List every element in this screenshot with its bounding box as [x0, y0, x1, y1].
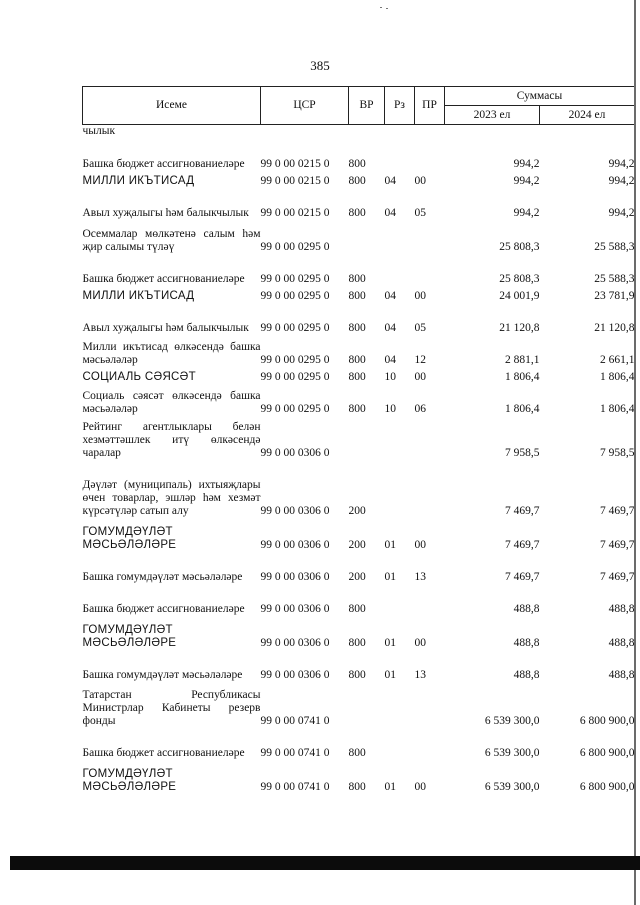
table-row — [83, 188, 635, 220]
cell-sum-2023: 25 808,3 — [499, 240, 540, 253]
cell-name: Башка бюджет ассигнованиеләре — [82, 602, 245, 615]
cell-sum-2023: 6 539 300,0 — [484, 780, 540, 793]
cell-csr: 99 0 00 0306 0 — [260, 668, 330, 681]
cell-csr: 99 0 00 0295 0 — [260, 272, 330, 285]
cell-rz: 04 — [384, 353, 396, 366]
cell-pr: 00 — [414, 636, 426, 649]
table-row — [83, 125, 635, 139]
cell-name: СОЦИАЛЬ СӘЯСӘТ — [82, 370, 196, 383]
cell-sum-2023: 21 120,8 — [499, 321, 540, 334]
cell-vr: 800 — [348, 321, 366, 334]
cell-pr: 05 — [414, 206, 426, 219]
cell-sum-2023: 488,8 — [513, 602, 540, 615]
header-year-2023: 2023 ел — [445, 106, 540, 125]
budget-table — [82, 86, 635, 794]
cell-sum-2024: 2 661,1 — [600, 353, 635, 366]
cell-vr — [349, 682, 385, 728]
table-row — [83, 616, 635, 650]
cell-pr — [415, 220, 445, 254]
cell-sum-2024: 488,8 — [608, 668, 635, 681]
header-sums: Суммасы — [445, 87, 635, 106]
cell-sum-2024: 6 800 900,0 — [579, 780, 635, 793]
cell-csr: 99 0 00 0215 0 — [260, 157, 330, 170]
cell-rz: 01 — [384, 570, 396, 583]
cell-vr: 800 — [348, 206, 366, 219]
cell-name: МИЛЛИ ИКЪТИСАД — [82, 289, 195, 302]
cell-pr: 13 — [414, 570, 426, 583]
cell-sum-2023: 7 469,7 — [505, 538, 540, 551]
cell-name: Социаль сәясәт өлкәсендә башка мәсьәләләр — [82, 389, 261, 415]
cell-name: Дәүләт (муниципаль) ихтыяҗлары өчен товарлар, эшләр һәм хезмәт күрсәтүләр сатып алу — [82, 478, 261, 517]
cell-sum-2023: 1 806,4 — [505, 370, 540, 383]
cell-vr: 800 — [348, 780, 366, 793]
cell-csr: 99 0 00 0306 0 — [260, 602, 330, 615]
cell-sum-2024: 488,8 — [608, 636, 635, 649]
cell-sum-2024: 25 588,3 — [594, 272, 635, 285]
cell-vr: 800 — [348, 636, 366, 649]
cell-name: Авыл хуҗалыгы һәм балыкчылык — [82, 206, 249, 219]
cell-vr: 200 — [348, 570, 366, 583]
table-row — [83, 384, 635, 416]
cell-sum-2023: 25 808,3 — [499, 272, 540, 285]
cell-sum-2023: 994,2 — [513, 157, 540, 170]
cell-name: Башка гомумдәүләт мәсьәләләре — [82, 570, 243, 583]
cell-sum-2024: 6 800 900,0 — [579, 714, 635, 727]
cell-pr: 00 — [414, 780, 426, 793]
cell-name: МИЛЛИ ИКЪТИСАД — [82, 174, 195, 187]
cell-sum-2023: 1 806,4 — [505, 402, 540, 415]
cell-csr: 99 0 00 0306 0 — [260, 446, 330, 459]
cell-sum-2023: 6 539 300,0 — [484, 746, 540, 759]
header-year-2024: 2024 ел — [540, 106, 635, 125]
cell-rz: 04 — [384, 321, 396, 334]
table-row — [83, 552, 635, 584]
cell-pr: 00 — [414, 174, 426, 187]
cell-vr: 800 — [348, 353, 366, 366]
cell-name: ГОМУМДӘҮЛӘТ МӘСЬӘЛӘЛӘРЕ — [82, 525, 177, 551]
cell-csr: 99 0 00 0295 0 — [260, 370, 330, 383]
cell-rz — [385, 220, 415, 254]
table-row — [83, 650, 635, 682]
table-row — [83, 220, 635, 254]
cell-csr: 99 0 00 0215 0 — [260, 206, 330, 219]
cell-rz: 04 — [384, 174, 396, 187]
scan-bottom-bar — [10, 856, 640, 870]
cell-sum-2023: 7 469,7 — [505, 570, 540, 583]
table-body — [83, 125, 635, 794]
header-name: Исеме — [83, 87, 261, 125]
cell-name: чылык — [82, 125, 116, 137]
cell-name: Башка бюджет ассигнованиеләре — [82, 157, 245, 170]
cell-name: Рейтинг агентлыклары белән хезмәттәшлек итү өлкәсендә чаралар — [82, 420, 261, 459]
cell-pr: 00 — [414, 538, 426, 551]
table-header — [83, 87, 635, 125]
cell-pr — [415, 728, 445, 760]
cell-csr: 99 0 00 0741 0 — [260, 780, 330, 793]
table-row — [83, 171, 635, 188]
table-row — [83, 728, 635, 760]
header-pr: ПР — [415, 87, 445, 125]
header-rz: Рз — [385, 87, 415, 125]
cell-rz — [385, 125, 415, 139]
cell-sum-2024: 488,8 — [608, 602, 635, 615]
cell-name: Башка бюджет ассигнованиеләре — [82, 746, 245, 759]
cell-sum-2024: 7 469,7 — [600, 570, 635, 583]
scan-speck — [386, 8, 388, 9]
cell-vr: 800 — [348, 602, 366, 615]
cell-pr: 13 — [414, 668, 426, 681]
cell-vr: 800 — [348, 157, 366, 170]
cell-pr — [415, 460, 445, 518]
header-csr: ЦСР — [261, 87, 349, 125]
cell-pr: 00 — [414, 370, 426, 383]
table-row — [83, 139, 635, 171]
scan-speck — [380, 7, 382, 8]
cell-vr: 800 — [348, 174, 366, 187]
cell-csr: 99 0 00 0741 0 — [260, 714, 330, 727]
cell-sum-2024: 1 806,4 — [600, 370, 635, 383]
cell-sum-2024: 994,2 — [608, 174, 635, 187]
cell-rz: 01 — [384, 780, 396, 793]
cell-sum-2024: 23 781,9 — [594, 289, 635, 302]
cell-sum-2024: 994,2 — [608, 157, 635, 170]
cell-sum-2024: 7 469,7 — [600, 538, 635, 551]
cell-name: Осеммалар мөлкәтенә салым һәм җир салымы түләү — [82, 227, 261, 253]
cell-name: ГОМУМДӘҮЛӘТ МӘСЬӘЛӘЛӘРЕ — [82, 767, 177, 793]
cell-sum-2023: 488,8 — [513, 668, 540, 681]
cell-name: Милли икътисад өлкәсендә башка мәсьәләләр — [82, 340, 261, 366]
cell-pr — [415, 254, 445, 286]
cell-rz: 04 — [384, 206, 396, 219]
cell-vr: 800 — [348, 746, 366, 759]
cell-sum-2023: 7 958,5 — [505, 446, 540, 459]
cell-sum-2024: 6 800 900,0 — [579, 746, 635, 759]
cell-csr: 99 0 00 0215 0 — [260, 174, 330, 187]
cell-pr — [415, 139, 445, 171]
cell-vr — [349, 125, 385, 139]
cell-pr: 12 — [414, 353, 426, 366]
cell-csr: 99 0 00 0295 0 — [260, 240, 330, 253]
cell-vr: 800 — [348, 370, 366, 383]
cell-rz: 01 — [384, 538, 396, 551]
cell-rz: 10 — [384, 402, 396, 415]
cell-rz: 01 — [384, 636, 396, 649]
cell-pr — [415, 416, 445, 460]
cell-sum-2023: 2 881,1 — [505, 353, 540, 366]
cell-pr — [415, 584, 445, 616]
cell-pr: 06 — [414, 402, 426, 415]
cell-vr: 800 — [348, 668, 366, 681]
cell-rz — [385, 728, 415, 760]
table-row — [83, 367, 635, 384]
cell-vr: 200 — [348, 538, 366, 551]
table-row — [83, 254, 635, 286]
cell-rz: 01 — [384, 668, 396, 681]
cell-pr — [415, 682, 445, 728]
cell-vr: 800 — [348, 402, 366, 415]
table-row — [83, 760, 635, 794]
cell-csr — [261, 125, 349, 139]
cell-rz — [385, 416, 415, 460]
cell-name: ГОМУМДӘҮЛӘТ МӘСЬӘЛӘЛӘРЕ — [82, 623, 177, 649]
cell-sum-2023: 6 539 300,0 — [484, 714, 540, 727]
cell-pr: 00 — [414, 289, 426, 302]
cell-vr: 800 — [348, 289, 366, 302]
cell-rz — [385, 139, 415, 171]
page-number: 385 — [310, 58, 330, 73]
cell-sum-2023: 24 001,9 — [499, 289, 540, 302]
cell-csr: 99 0 00 0295 0 — [260, 321, 330, 334]
cell-rz — [385, 584, 415, 616]
cell-vr: 800 — [348, 272, 366, 285]
cell-sum-2024: 7 958,5 — [600, 446, 635, 459]
cell-sum-2024: 25 588,3 — [594, 240, 635, 253]
cell-csr: 99 0 00 0295 0 — [260, 353, 330, 366]
table-row — [83, 518, 635, 552]
table-row — [83, 286, 635, 303]
cell-name: Татарстан Республикасы Министрлар Кабинеты резерв фонды — [82, 688, 261, 727]
cell-sum-2024: 1 806,4 — [600, 402, 635, 415]
cell-sum-2024: 7 469,7 — [600, 504, 635, 517]
cell-rz: 04 — [384, 289, 396, 302]
cell-sum-2023: 994,2 — [513, 206, 540, 219]
cell-sum-2023: 488,8 — [513, 636, 540, 649]
cell-name: Башка бюджет ассигнованиеләре — [82, 272, 245, 285]
cell-csr: 99 0 00 0295 0 — [260, 402, 330, 415]
cell-name: Башка гомумдәүләт мәсьәләләре — [82, 668, 243, 681]
cell-rz: 10 — [384, 370, 396, 383]
cell-csr: 99 0 00 0295 0 — [260, 289, 330, 302]
cell-csr: 99 0 00 0306 0 — [260, 636, 330, 649]
cell-csr: 99 0 00 0741 0 — [260, 746, 330, 759]
header-vr: ВР — [349, 87, 385, 125]
cell-vr — [349, 220, 385, 254]
cell-sum-2023 — [445, 125, 540, 139]
table-row — [83, 335, 635, 367]
cell-rz — [385, 460, 415, 518]
cell-rz — [385, 682, 415, 728]
table-row — [83, 303, 635, 335]
cell-name: Авыл хуҗалыгы һәм балыкчылык — [82, 321, 249, 334]
cell-csr: 99 0 00 0306 0 — [260, 570, 330, 583]
cell-sum-2024: 21 120,8 — [594, 321, 635, 334]
cell-csr: 99 0 00 0306 0 — [260, 538, 330, 551]
cell-pr: 05 — [414, 321, 426, 334]
scan-edge — [634, 0, 636, 905]
cell-sum-2023: 7 469,7 — [505, 504, 540, 517]
table-row — [83, 416, 635, 460]
cell-sum-2024 — [540, 125, 635, 139]
cell-vr: 200 — [348, 504, 366, 517]
table-row — [83, 682, 635, 728]
cell-vr — [349, 416, 385, 460]
cell-rz — [385, 254, 415, 286]
cell-sum-2024: 994,2 — [608, 206, 635, 219]
table-row — [83, 584, 635, 616]
cell-pr — [415, 125, 445, 139]
table-row — [83, 460, 635, 518]
cell-sum-2023: 994,2 — [513, 174, 540, 187]
cell-csr: 99 0 00 0306 0 — [260, 504, 330, 517]
